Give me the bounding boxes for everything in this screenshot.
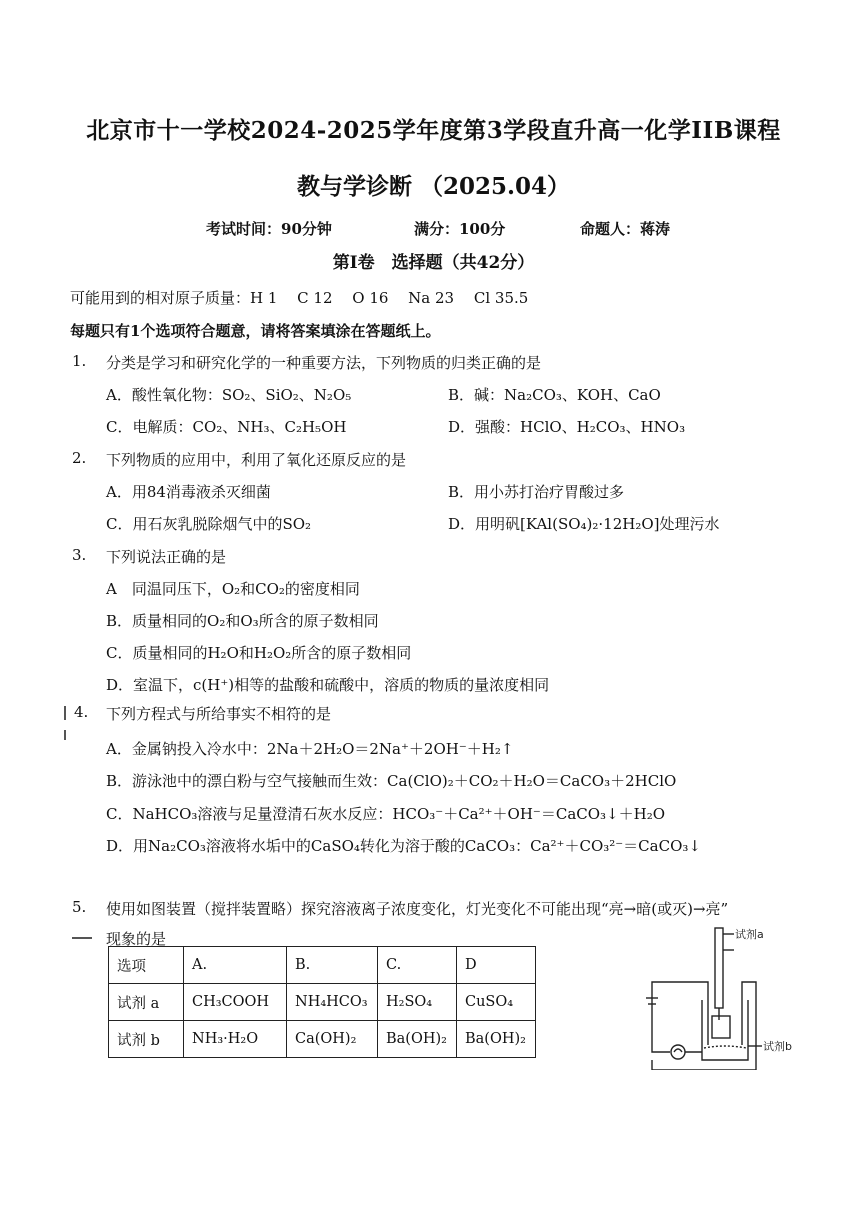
table-cell: A. (184, 947, 287, 984)
instruction: 每题只有1个选项符合题意，请将答案填涂在答题纸上。 (70, 322, 441, 340)
option-d: D．强酸：HClO、H₂CO₃、HNO₃ (448, 418, 686, 436)
option-c: C．质量相同的H₂O和H₂O₂所含的原子数相同 (106, 644, 412, 662)
table-cell: Ca(OH)₂ (287, 1021, 378, 1058)
table-cell: NH₃·H₂O (184, 1021, 287, 1058)
option-d: D．室温下，c(H⁺)相等的盐酸和硫酸中，溶质的物质的量浓度相同 (106, 676, 550, 694)
question-stem-continued: 现象的是 (106, 930, 167, 948)
option-b: B．碱：Na₂CO₃、KOH、CaO (448, 386, 661, 404)
table-cell: 试剂 a (109, 984, 184, 1021)
table-cell: CuSO₄ (457, 984, 536, 1021)
full-score: 满分：100分 (414, 220, 506, 238)
atomic-masses: 可能用到的相对原子质量：H 1 C 12 O 16 Na 23 Cl 35.5 (70, 289, 529, 307)
option-d: D．用Na₂CO₃溶液将水垢中的CaSO₄转化为溶于酸的CaCO₃：Ca²⁺＋CO₃²⁻＝CaCO₃↓ (106, 837, 701, 855)
question-stem: 下列说法正确的是 (106, 548, 227, 566)
option-b: B．用小苏打治疗胃酸过多 (448, 483, 625, 501)
scan-mark (64, 730, 66, 740)
option-a: A．用84消毒液杀灭细菌 (106, 483, 271, 501)
question-number: 5. (72, 898, 87, 916)
option-c: C．NaHCO₃溶液与足量澄清石灰水反应：HCO₃⁻＋Ca²⁺＋OH⁻＝CaCO₃↓＋H₂O (106, 805, 666, 823)
option-a: A．酸性氧化物：SO₂、SiO₂、N₂O₅ (106, 386, 352, 404)
table-cell: 试剂 b (109, 1021, 184, 1058)
question-number: 2. (72, 449, 87, 467)
exam-title-line2: 教与学诊断 （2025.04） (296, 173, 571, 200)
beaker (702, 1000, 748, 1060)
table-row (109, 947, 536, 984)
option-c: C．电解质：CO₂、NH₃、C₂H₅OH (106, 418, 347, 436)
option-b: B．游泳池中的漂白粉与空气接触而生效：Ca(ClO)₂＋CO₂＋H₂O＝CaCO₃＋2HClO (106, 772, 677, 790)
section-title: 第I卷 选择题（共42分） (332, 253, 535, 273)
table-row (109, 984, 536, 1021)
exam-time: 考试时间：90分钟 (206, 220, 332, 238)
table-cell: Ba(OH)₂ (457, 1021, 536, 1058)
burette (715, 928, 723, 1008)
option-a: A．金属钠投入冷水中：2Na＋2H₂O＝2Na⁺＋2OH⁻＋H₂↑ (106, 740, 514, 758)
conductivity-apparatus-figure (630, 920, 800, 1070)
question-author: 命题人：蒋涛 (580, 220, 671, 238)
reagent-table (108, 946, 536, 1058)
table-cell: 选项 (109, 947, 184, 984)
question-number: 4. (74, 703, 89, 721)
table-cell: CH₃COOH (184, 984, 287, 1021)
question-number: 3. (72, 546, 87, 564)
scan-mark (64, 706, 66, 720)
question-stem: 下列方程式与所给事实不相符的是 (106, 705, 332, 723)
table-row (109, 1021, 536, 1058)
reagent-a-label: 试剂a (735, 928, 764, 941)
question-number: 1. (72, 352, 87, 370)
bulb-icon (671, 1045, 685, 1059)
table-cell: D (457, 947, 536, 984)
table-cell: H₂SO₄ (378, 984, 457, 1021)
question-stem: 使用如图装置（搅拌装置略）探究溶液离子浓度变化，灯光变化不可能出现“亮→暗(或灭)→亮” (106, 900, 729, 918)
table-cell: B. (287, 947, 378, 984)
option-a: A 同温同压下，O₂和CO₂的密度相同 (106, 580, 360, 598)
option-b: B．质量相同的O₂和O₃所含的原子数相同 (106, 612, 379, 630)
exam-title-line1: 北京市十一学校2024-2025学年度第3学段直升高一化学IIB课程 (86, 117, 781, 144)
reagent-b-label: 试剂b (763, 1040, 792, 1053)
option-d: D．用明矾[KAl(SO₄)₂·12H₂O]处理污水 (448, 515, 720, 533)
option-c: C．用石灰乳脱除烟气中的SO₂ (106, 515, 312, 533)
question-stem: 分类是学习和研究化学的一种重要方法，下列物质的归类正确的是 (106, 354, 542, 372)
scan-mark (72, 937, 92, 939)
table-cell: Ba(OH)₂ (378, 1021, 457, 1058)
question-stem: 下列物质的应用中，利用了氧化还原反应的是 (106, 451, 407, 469)
table-cell: C. (378, 947, 457, 984)
table-cell: NH₄HCO₃ (287, 984, 378, 1021)
